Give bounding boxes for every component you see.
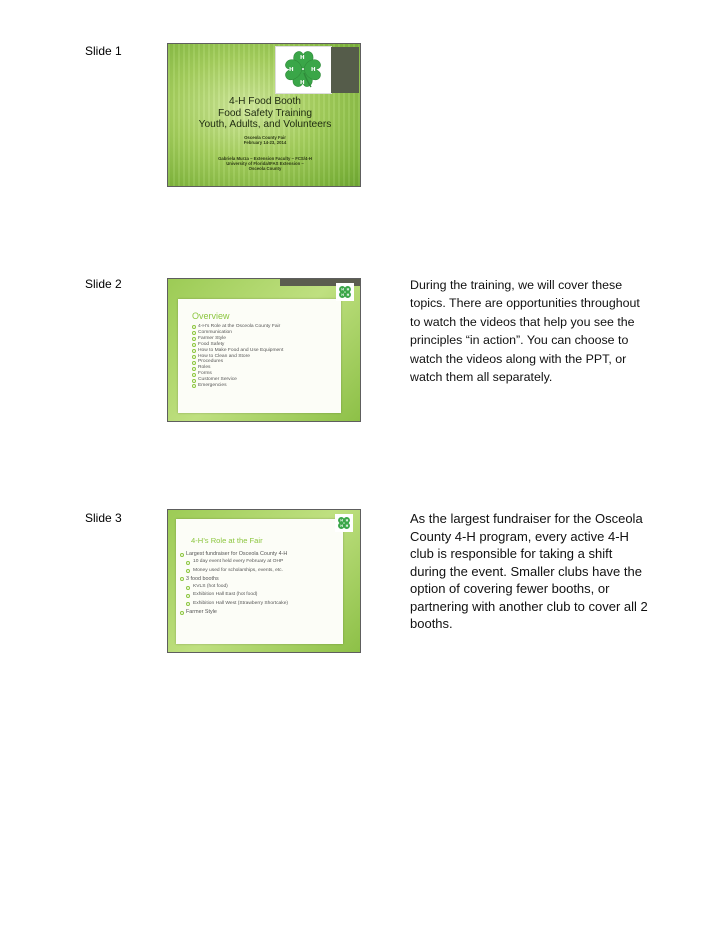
- author-line: Osceola County: [248, 166, 282, 172]
- svg-text:H: H: [289, 67, 294, 73]
- svg-text:H: H: [341, 292, 344, 297]
- list-item: Exhibition Hall West (Strawberry Shortcake): [180, 600, 288, 608]
- list-item: 10 day event held every February at OHP: [180, 558, 288, 566]
- clover-4h-icon: [276, 47, 331, 93]
- list-item: Food Safety: [192, 342, 283, 348]
- clover-4h-icon: [335, 514, 353, 532]
- author-line: University of Florida/IFAS Extension –: [226, 161, 304, 167]
- slide-2-label: Slide 2: [85, 277, 122, 291]
- clover-4h-icon: [336, 283, 354, 301]
- slide-3-label: Slide 3: [85, 511, 122, 525]
- list-item: Farmer Style: [192, 336, 283, 342]
- list-item: Procedures: [192, 359, 283, 365]
- slide-2-bullet-list: [192, 324, 283, 389]
- slide-1-label: Slide 1: [85, 44, 122, 58]
- list-item: Money used for scholarships, events, etc.: [180, 567, 288, 575]
- slide-1-subtitle: [168, 135, 361, 145]
- slide-1-thumbnail: [167, 43, 361, 187]
- svg-text:H: H: [346, 292, 350, 297]
- header-dark-band: [331, 47, 359, 93]
- list-item: How to Make Food and Use Equipment: [192, 348, 283, 354]
- title-line: Youth, Adults, and Volunteers: [198, 119, 332, 131]
- slide-1-title: [168, 96, 361, 131]
- author-line: Gabriela Murza – Extension Faculty – FCS/4-H: [218, 156, 312, 161]
- list-item: 3 food booths: [180, 575, 288, 583]
- svg-text:H: H: [346, 287, 350, 292]
- svg-text:H: H: [340, 518, 343, 523]
- slide-2-thumbnail: [167, 278, 361, 422]
- svg-text:H: H: [300, 80, 305, 86]
- title-line: Food Safety Training: [217, 107, 312, 119]
- slide-2-notes: During the training, we will cover these topics. There are opportunities throughout to watch the videos that help you see the principles “in action”. You can choose to watch the videos along with the PPT, or watch them all separately.: [410, 278, 640, 385]
- list-item: Forms: [192, 371, 283, 377]
- slide-3-bullet-list: [180, 550, 288, 616]
- svg-text:H: H: [340, 523, 343, 528]
- subtitle-line: Osceola County Fair: [244, 135, 286, 140]
- slide-1-author: [168, 156, 361, 172]
- slide-3-heading: 4-H’s Role at the Fair: [191, 536, 263, 545]
- slide-3-notes: As the largest fundraiser for the Osceola County 4-H program, every active 4-H club is responsible for taking a shift during the event. Smaller clubs have the option of covering fewer booths, or partnering with another club to cover all 2 booths.: [410, 511, 648, 631]
- slide-2-heading: Overview: [192, 311, 230, 321]
- list-item: Exhibition Hall East (hot food): [180, 591, 288, 599]
- list-item: Largest fundraiser for Osceola County 4-H: [180, 550, 288, 558]
- svg-text:H: H: [311, 67, 316, 73]
- list-item: Farmer Style: [180, 608, 288, 616]
- list-item: Roles: [192, 365, 283, 371]
- list-item: Emergencies: [192, 383, 283, 389]
- list-item: Communication: [192, 330, 283, 336]
- clover-4h-logo: [276, 47, 331, 93]
- title-line: 4-H Food Booth: [229, 96, 301, 107]
- list-item: How to Clean and Store: [192, 354, 283, 360]
- list-item: KVLS (hot food): [180, 583, 288, 591]
- svg-text:H: H: [300, 55, 305, 61]
- slide-3-thumbnail: [167, 509, 361, 653]
- subtitle-line: February 14-23, 2014: [243, 140, 287, 145]
- svg-text:H: H: [345, 523, 349, 528]
- svg-text:H: H: [341, 287, 344, 292]
- list-item: 4-H’s Role at the Osceola County Fair: [192, 324, 283, 330]
- list-item: Customer Service: [192, 377, 283, 383]
- svg-text:H: H: [345, 518, 349, 523]
